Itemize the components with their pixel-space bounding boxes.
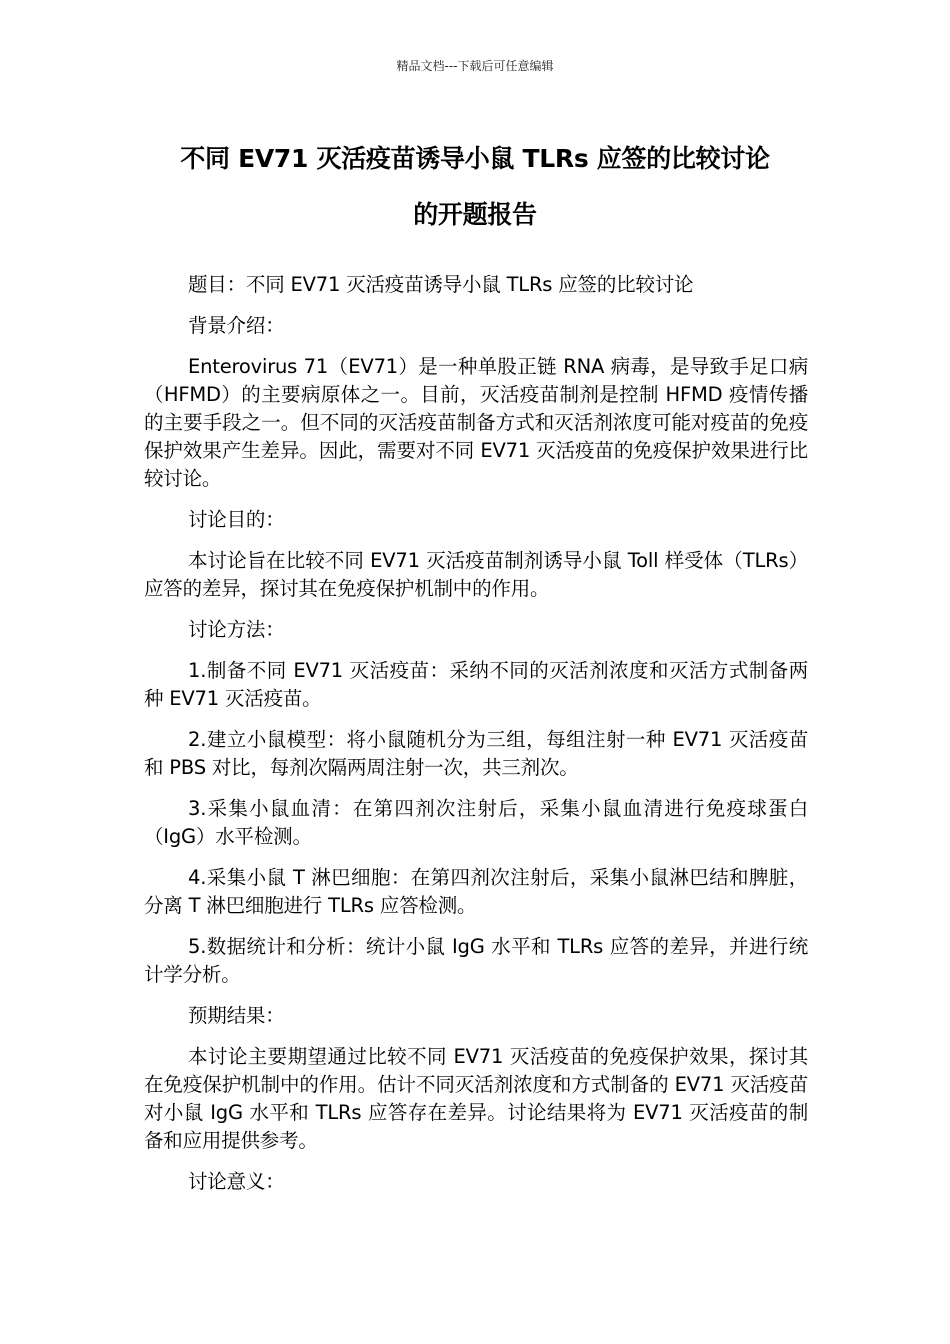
method-step-3: 3.采集小鼠血清：在第四剂次注射后，采集小鼠血清进行免疫球蛋白（IgG）水平检测。: [144, 797, 808, 848]
section-heading-background: 背景介绍：: [188, 314, 285, 337]
topic-line: 题目：不同 EV71 灭活疫苗诱导小鼠 TLRs 应签的比较讨论: [188, 273, 694, 296]
document-body: [144, 271, 808, 1209]
document-title: [130, 131, 820, 243]
section-heading-significance: 讨论意义：: [188, 1170, 285, 1193]
page-header: 精品文档---下载后可任意编辑: [396, 59, 554, 73]
title-line-1: 不同 EV71 灭活疫苗诱导小鼠 TLRs 应签的比较讨论: [180, 144, 770, 173]
background-paragraph: Enterovirus 71（EV71）是一种单股正链 RNA 病毒，是导致手足口病（HFMD）的主要病原体之一。目前，灭活疫苗制剂是控制 HFMD 疫情传播的主要手段之一。但不同的灭活疫苗制备方式和灭活剂浓度可能对疫苗的免疫保护效果产生差异。因此，需要对不同 EV71 灭活疫苗的免疫保护效果进行比较讨论。: [144, 355, 808, 490]
section-heading-methods: 讨论方法：: [188, 618, 285, 641]
section-heading-purpose: 讨论目的：: [188, 508, 285, 531]
method-step-4: 4.采集小鼠 T 淋巴细胞：在第四剂次注射后，采集小鼠淋巴结和脾脏，分离 T 淋巴细胞进行 TLRs 应答检测。: [144, 866, 808, 917]
purpose-paragraph: 本讨论旨在比较不同 EV71 灭活疫苗制剂诱导小鼠 Toll 样受体（TLRs）应答的差异，探讨其在免疫保护机制中的作用。: [144, 549, 808, 600]
method-step-1: 1.制备不同 EV71 灭活疫苗：采纳不同的灭活剂浓度和灭活方式制备两种 EV71 灭活疫苗。: [144, 659, 808, 710]
expected-results-paragraph: 本讨论主要期望通过比较不同 EV71 灭活疫苗的免疫保护效果，探讨其在免疫保护机制中的作用。估计不同灭活剂浓度和方式制备的 EV71 灭活疫苗对小鼠 IgG 水平和 TLRs 应答存在差异。讨论结果将为 EV71 灭活疫苗的制备和应用提供参考。: [144, 1045, 808, 1152]
title-line-2: 的开题报告: [413, 200, 537, 229]
section-heading-expected-results: 预期结果：: [188, 1004, 285, 1027]
method-step-2: 2.建立小鼠模型：将小鼠随机分为三组，每组注射一种 EV71 灭活疫苗和 PBS 对比，每剂次隔两周注射一次，共三剂次。: [144, 728, 808, 779]
method-step-5: 5.数据统计和分析：统计小鼠 IgG 水平和 TLRs 应答的差异，并进行统计学分析。: [144, 935, 808, 986]
